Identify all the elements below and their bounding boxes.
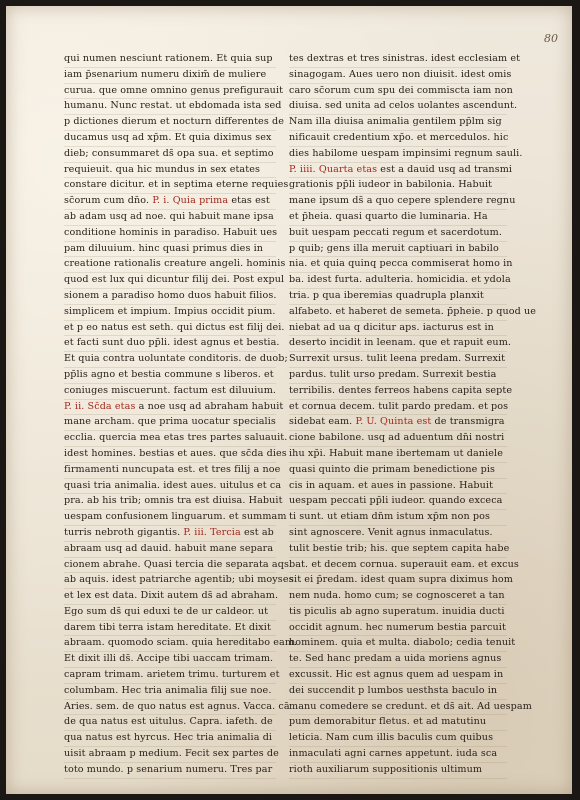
text-line [64, 573, 294, 589]
rubric-heading: P. iiii. Quarta etas [289, 163, 378, 175]
text-line [289, 636, 516, 652]
text-segment: requieuit. qua hic mundus in sex etates [64, 163, 261, 175]
text-line [289, 589, 507, 605]
text-line [289, 368, 507, 384]
text-segment: ba. idest furta. adulteria. homicidia. et ydola [289, 274, 511, 286]
text-line [289, 352, 507, 368]
text-segment: sionem a paradiso homo duos habuit filios. [64, 289, 277, 301]
text-line [289, 605, 507, 621]
text-line [289, 526, 507, 542]
manuscript-page [6, 6, 572, 794]
text-line [64, 273, 285, 289]
text-line [289, 558, 519, 574]
text-line [289, 226, 507, 242]
text-segment: nem nuda. homo cum; se cognosceret a tan [289, 590, 505, 602]
text-line [64, 558, 289, 574]
text-segment: abraam usq ad dauid. habuit mane separa [64, 542, 274, 554]
text-line [289, 510, 507, 526]
text-line [289, 494, 507, 510]
text-line [64, 763, 276, 779]
text-segment: excussit. Hic est agnus quem ad uespam in [289, 669, 504, 681]
text-segment: ti sunt. ut etiam dn̄m istum xp̄m non pos [289, 511, 491, 523]
text-line [64, 321, 285, 337]
text-line [64, 384, 276, 400]
text-line [289, 652, 507, 668]
text-segment: et p̄heia. quasi quarto die luminaria. Ha [289, 210, 488, 222]
text-line [64, 621, 276, 637]
text-line [64, 431, 288, 447]
text-segment: et p eo natus est seth. qui dictus est filij dei. [64, 321, 285, 333]
text-segment: pam diluuium. hinc quasi primus dies in [64, 242, 264, 254]
text-line [64, 510, 287, 526]
text-line [289, 447, 507, 463]
text-line [64, 336, 280, 352]
text-line [64, 447, 287, 463]
text-segment: quasi quinto die primam benedictione pis [289, 463, 496, 475]
text-segment: humanu. Nunc restat. ut ebdomada ista sed [64, 100, 282, 112]
text-line [289, 747, 507, 763]
text-line [289, 384, 513, 400]
text-segment: sit ei p̄redam. idest quam supra diximus hom [289, 574, 513, 586]
text-line [289, 52, 521, 68]
text-line [289, 242, 507, 258]
text-segment: pra. ab his trib; omnis tra est diuisa. Habuit [64, 495, 283, 507]
text-line [289, 289, 507, 305]
text-line [289, 131, 507, 147]
text-segment: a noe usq ad abraham habuit [135, 400, 284, 412]
text-segment: grationis pp̄li iudeor in babilonia. Habuit [289, 179, 493, 191]
text-line [64, 368, 276, 384]
text-line [289, 731, 507, 747]
text-line [64, 494, 283, 510]
text-line [289, 321, 507, 337]
text-segment: coniuges miscuerunt. factum est diluuium. [64, 384, 277, 396]
text-segment: dei succendit p lumbos uesthsta baculo in [289, 684, 498, 696]
text-segment: etas est [228, 195, 270, 207]
text-segment: niebat ad ua q dicitur aps. iacturus est in [289, 321, 494, 333]
text-segment: dies habilome uespam impinsimi regnum sauli. [289, 147, 523, 159]
text-segment: ihu xp̄i. Habuit mane ibertemam ut daniele [289, 447, 503, 459]
text-segment: Ego sum ds̄ qui eduxi te de ur caldeor. ut [64, 605, 269, 617]
text-segment: ducamus usq ad xp̄m. Et quia diximus sex [64, 131, 272, 143]
text-segment: p quib; gens illa meruit captiuari in babilo [289, 242, 499, 254]
text-segment: manu comedere se credunt. et ds̄ ait. Ad uespam [289, 700, 532, 712]
text-segment: buit uespam peccati regum et sacerdotum. [289, 226, 503, 238]
text-segment: tria. p qua iberemias quadrupla planxit [289, 289, 484, 301]
text-segment: pp̄lis agno et bestia commune s liberos. et [64, 368, 274, 380]
text-segment: bat. et decem cornua. superauit eam. et excus [289, 558, 519, 570]
text-segment: diuisa. sed unita ad celos uolantes ascendunt. [289, 100, 518, 112]
text-segment: inmaculati agni carnes appetunt. iuda sca [289, 748, 498, 760]
right-text-column [289, 52, 537, 779]
text-segment: p dictiones dierum et nocturn differentes de [64, 116, 285, 128]
text-line [64, 700, 290, 716]
text-segment: turris nebroth gigantis. [64, 526, 184, 538]
text-line [289, 621, 507, 637]
text-line [64, 68, 276, 84]
text-segment: conditione hominis in paradiso. Habuit ues [64, 226, 278, 238]
text-segment: de qua natus est uitulus. Capra. iafeth. de [64, 716, 273, 728]
text-line [289, 147, 523, 163]
text-line [289, 163, 513, 179]
text-line [64, 194, 276, 210]
text-line [64, 479, 282, 495]
text-segment: tis piculis ab agno superatum. inuidia ducti [289, 605, 505, 617]
text-line [64, 257, 286, 273]
rubric-heading: P. ii. Sc̄da etas [64, 400, 136, 412]
text-line [64, 668, 280, 684]
text-line [289, 400, 507, 416]
rubric-heading: P. i. Quia prima [152, 195, 229, 207]
text-line [64, 731, 276, 747]
text-segment: et cornua decem. tulit pardo predam. et pos [289, 400, 509, 412]
text-segment: occidit agnum. hec numerum bestia parcuit [289, 621, 506, 633]
text-line [64, 415, 276, 431]
rubric-heading: P. U. Quinta est [355, 416, 432, 428]
text-segment: hominem. quia et multa. diabolo; cedia tenuit [289, 637, 516, 649]
text-segment: Surrexit ursus. tulit leena predam. Surrexit [289, 353, 506, 365]
text-segment: pardus. tulit urso predam. Surrexit bestia [289, 368, 497, 380]
text-line [289, 194, 516, 210]
text-segment: uespam peccati pp̄li iudeor. quando exceca [289, 495, 503, 507]
text-segment: cis in aquam. et aues in passione. Habuit [289, 479, 494, 491]
left-text-column [64, 52, 298, 779]
text-segment: pum demorabitur fletus. et ad matutinu [289, 716, 487, 728]
text-line [289, 415, 507, 431]
text-segment: est a dauid usq ad transmi [377, 163, 513, 175]
text-segment: ab aquis. idest patriarche agentib; ubi moyses [64, 574, 294, 586]
text-line [64, 463, 281, 479]
text-line [64, 52, 276, 68]
text-line [64, 605, 276, 621]
text-line [289, 99, 518, 115]
text-segment: deserto incidit in leenam. que et rapuit eum. [289, 337, 512, 349]
text-line [64, 636, 298, 652]
text-segment: cione babilone. usq ad aduentum dn̄i nostri [289, 432, 505, 444]
rubric-heading: P. iii. Tercia [183, 526, 241, 538]
text-segment: et lex est data. Dixit autem ds̄ ad abraham. [64, 590, 279, 602]
text-segment: est ab [240, 526, 274, 538]
text-segment: simplicem et impium. Impius occidit pium. [64, 305, 276, 317]
text-line [64, 747, 279, 763]
text-line [289, 763, 507, 779]
text-segment: columbam. Hec tria animalia filij sue noe. [64, 684, 272, 696]
text-line [64, 589, 279, 605]
text-segment: mane ipsum ds̄ a quo cepere splendere regnu [289, 195, 516, 207]
text-segment: qua natus est hyrcus. Hec tria animalia di [64, 732, 273, 744]
text-segment: sidebat eam. [289, 416, 356, 428]
text-segment: uisit abraam p medium. Fecit sex partes de [64, 748, 279, 760]
text-segment: caro sc̄orum cum spu dei commiscta iam non [289, 84, 513, 96]
text-segment: darem tibi terra istam hereditate. Et dixit [64, 621, 271, 633]
text-segment: Nam illa diuisa animalia gentilem pp̄lm sig [289, 116, 502, 128]
text-line [64, 652, 276, 668]
text-segment: terribilis. dentes ferreos habens capita septe [289, 384, 513, 396]
text-segment: dieb; consummaret ds̄ opa sua. et septimo [64, 147, 274, 159]
folio-number: 80 [544, 32, 558, 45]
text-segment: quod est lux qui dicuntur filij dei. Post expul [64, 274, 285, 286]
text-line [289, 573, 513, 589]
text-segment: idest homines. bestias et aues. que sc̄da dies [64, 447, 287, 459]
text-line [64, 226, 276, 242]
text-line [289, 668, 507, 684]
text-line [64, 526, 276, 542]
text-segment: firmamenti nuncupata est. et tres filij a noe [64, 463, 281, 475]
text-segment: uespam confusionem linguarum. et summam [64, 511, 287, 523]
text-line [64, 163, 276, 179]
text-line [289, 542, 510, 558]
text-segment: constare dicitur. et in septima eterne requies [64, 179, 289, 191]
text-line [289, 84, 513, 100]
text-line [289, 178, 507, 194]
text-line [289, 463, 507, 479]
text-line [289, 479, 507, 495]
text-segment: tes dextras et tres sinistras. idest ecclesiam et [289, 53, 521, 64]
text-line [289, 115, 507, 131]
text-line [64, 178, 289, 194]
text-line [64, 147, 276, 163]
text-segment: toto mundo. p senarium numeru. Tres par [64, 763, 273, 775]
text-line [64, 289, 276, 305]
text-segment: tulit bestie trib; his. que septem capita habe [289, 542, 510, 554]
text-line [64, 400, 284, 416]
text-segment: ecclia. quercia mea etas tres partes saluauit. [64, 432, 288, 444]
text-segment: nificauit credentium xp̄o. et mercedulos. hic [289, 131, 509, 143]
text-line [289, 431, 507, 447]
text-segment: de transmigra [431, 416, 505, 428]
text-line [64, 242, 276, 258]
text-segment: leticia. Nam cum illis baculis cum quibus [289, 732, 494, 744]
text-line [64, 352, 288, 368]
text-segment: abraam. quomodo sciam. quia hereditabo eam. [64, 637, 298, 649]
text-line [289, 273, 511, 289]
text-line [64, 684, 276, 700]
text-segment: Et quia contra uoluntate conditoris. de duob; [64, 353, 288, 365]
text-line [289, 68, 512, 84]
text-segment: curua. que omne omnino genus prefigurauit [64, 84, 284, 96]
text-segment: iam p̄senarium numeru dixim̄ de muliere [64, 68, 267, 80]
text-segment: sint agnoscere. Venit agnus inmaculatus. [289, 526, 493, 538]
text-segment: alfabeto. et haberet de semeta. p̄pheie. p quod ue [289, 305, 537, 317]
text-line [289, 305, 537, 321]
text-segment: nia. et quia quinq pecca commiserat homo in [289, 258, 513, 270]
text-line [289, 257, 513, 273]
text-segment: capram trimam. arietem trimu. turturem et [64, 669, 280, 681]
text-segment: creatione rationalis creature angeli. hominis [64, 258, 286, 270]
text-line [64, 115, 285, 131]
text-line [64, 210, 276, 226]
text-line [289, 684, 507, 700]
text-line [289, 700, 532, 716]
text-line [64, 542, 276, 558]
text-line [64, 84, 284, 100]
text-line [289, 210, 507, 226]
text-segment: Et dixit illi ds̄. Accipe tibi uaccam trimam. [64, 653, 274, 665]
text-segment: rioth auxiliarum suppositionis ultimum [289, 763, 483, 775]
text-segment: te. Sed hanc predam a uida moriens agnus [289, 653, 502, 665]
text-segment: sinagogam. Aues uero non diuisit. idest omis [289, 68, 512, 80]
text-segment: et facti sunt duo pp̄li. idest agnus et bestia. [64, 337, 280, 349]
text-line [64, 715, 276, 731]
text-segment: qui numen nesciunt rationem. Et quia sup [64, 53, 273, 64]
text-line [64, 99, 282, 115]
text-segment: cionem abrahe. Quasi tercia die separata aqs [64, 558, 289, 570]
text-line [289, 715, 507, 731]
text-line [64, 305, 276, 321]
text-line [289, 336, 512, 352]
text-line [64, 131, 276, 147]
text-segment: mane archam. que prima uocatur specialis [64, 416, 276, 428]
text-segment: sc̄orum cum dn̄o. [64, 195, 153, 207]
text-segment: Aries. sem. de quo natus est agnus. Vacca. cā [64, 700, 290, 712]
text-segment: ab adam usq ad noe. qui habuit mane ipsa [64, 210, 274, 222]
text-segment: quasi tria animalia. idest aues. uitulus et ca [64, 479, 282, 491]
